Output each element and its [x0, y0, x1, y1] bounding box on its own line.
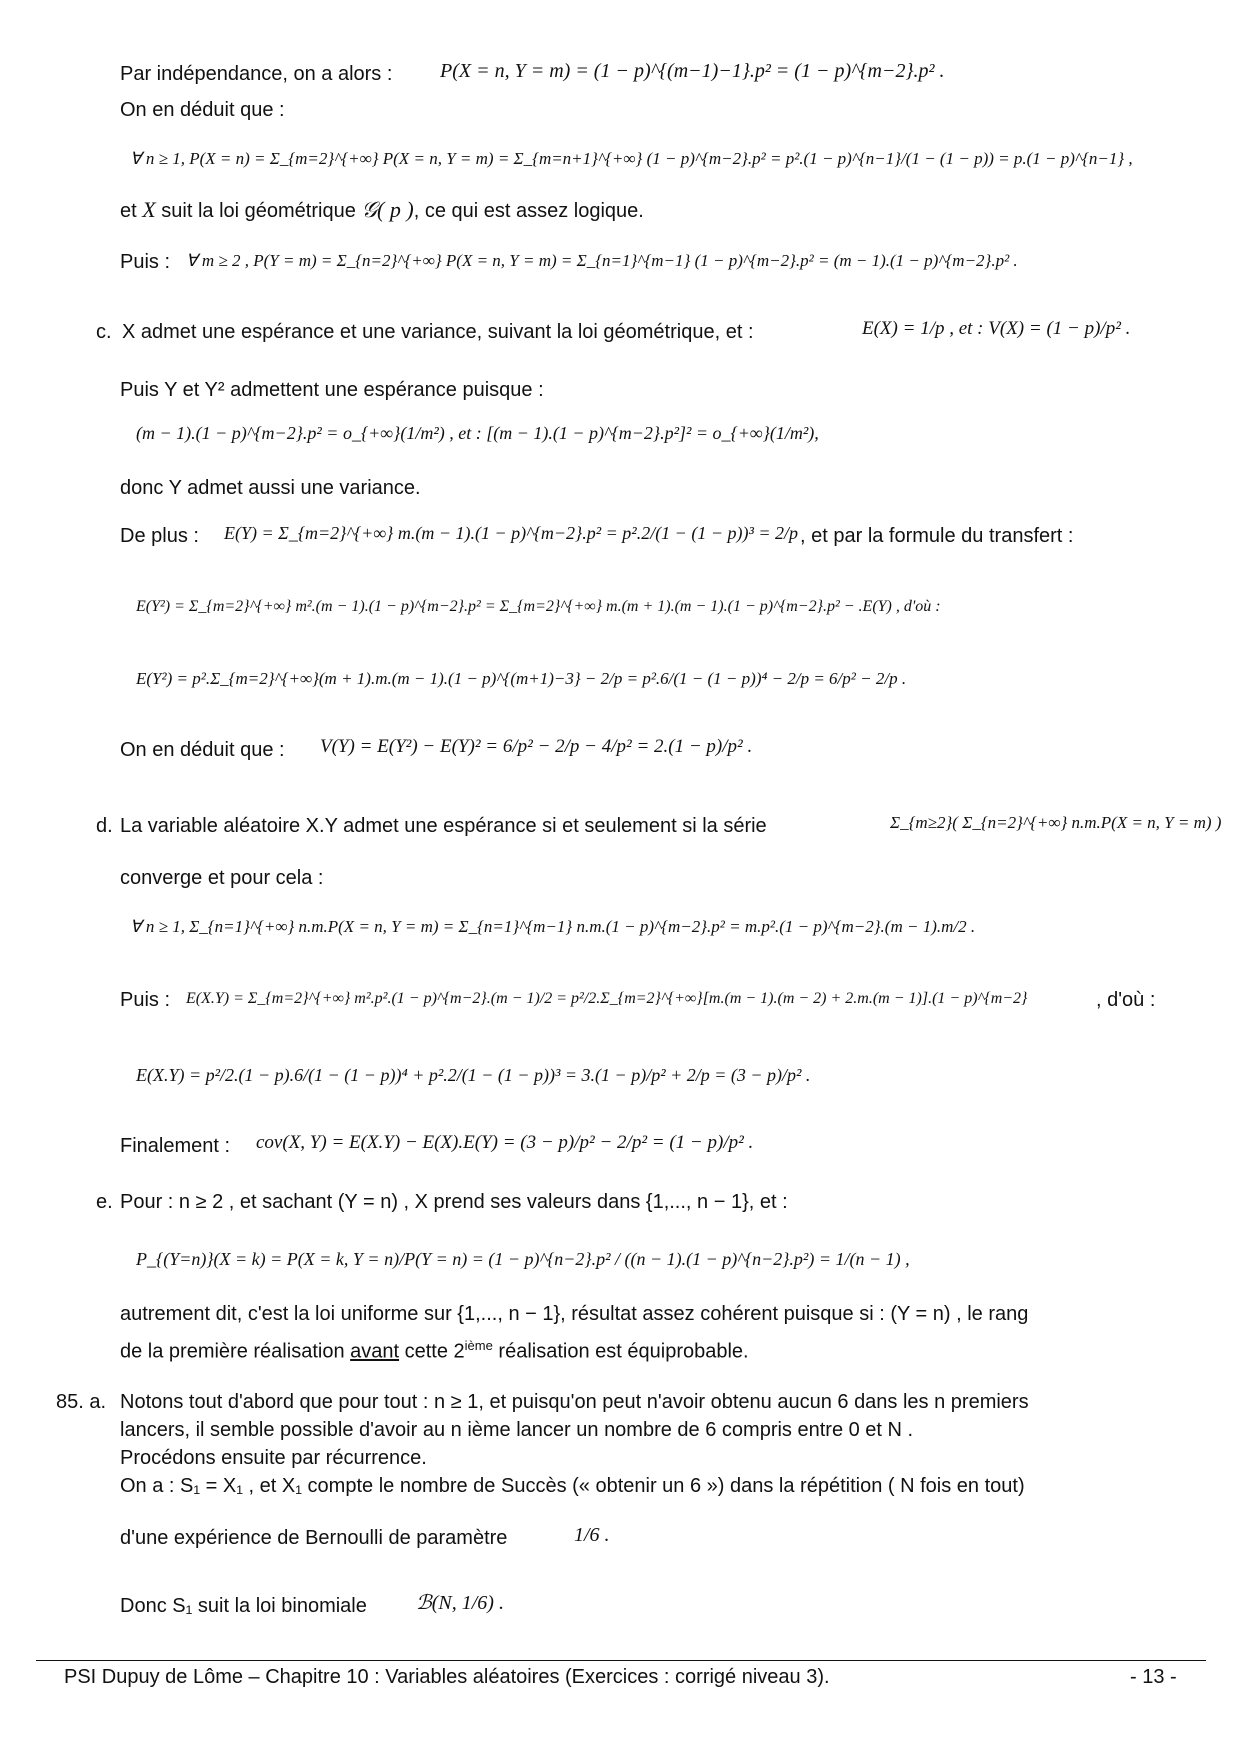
formula: 1/6 .: [574, 1524, 610, 1546]
text-fragment: , ce qui est assez logique.: [413, 200, 644, 222]
text-fragment: de la première réalisation: [120, 1340, 345, 1363]
text-line: Puis :: [120, 989, 171, 1011]
text-line: , d'où :: [1096, 989, 1156, 1011]
text-line: autrement dit, c'est la loi uniforme sur {1,..., n − 1}, résultat assez cohérent puisque si : (Y = n) , le rang: [120, 1303, 1029, 1325]
text-fragment: et: [120, 200, 137, 222]
formula: ∀ n ≥ 1, Σ_{n=1}^{+∞} n.m.P(X = n, Y = m) = Σ_{n=1}^{m−1} n.m.(1 − p)^{m−2}.p² = m.p².(1 − p)^{m−2}.(m − 1).m/2 .: [130, 917, 976, 936]
text-line: Par indépendance, on a alors :: [120, 63, 393, 85]
text-line: De plus :: [120, 525, 199, 547]
item-label: c.: [96, 321, 112, 343]
text-line: Puis Y et Y² admettent une espérance puisque :: [120, 379, 544, 401]
text-fragment: cette 2: [404, 1340, 465, 1363]
math-var: 𝒢( p ): [361, 197, 414, 222]
item-label: e.: [96, 1191, 113, 1213]
formula: V(Y) = E(Y²) − E(Y)² = 6/p² − 2/p − 4/p² = 2.(1 − p)/p² .: [320, 736, 753, 757]
formula: E(Y²) = p².Σ_{m=2}^{+∞}(m + 1).m.(m − 1).(1 − p)^{(m+1)−3} − 2/p = p².6/(1 − (1 − p))⁴ − 2/p = 6/p² − 2/p .: [136, 669, 907, 688]
page-number: - 13 -: [1130, 1666, 1177, 1688]
text-fragment: suit la loi géométrique: [161, 200, 356, 222]
text-line: On en déduit que :: [120, 99, 285, 121]
math-var: X: [142, 197, 156, 222]
formula: E(Y²) = Σ_{m=2}^{+∞} m².(m − 1).(1 − p)^{m−2}.p² = Σ_{m=2}^{+∞} m.(m + 1).(m − 1).(1 − p)^{m−2}.p² − .E(Y) , d'où :: [136, 598, 941, 615]
formula: E(Y) = Σ_{m=2}^{+∞} m.(m − 1).(1 − p)^{m−2}.p² = p².2/(1 − (1 − p))³ = 2/p: [224, 523, 799, 543]
text-line: donc Y admet aussi une variance.: [120, 477, 421, 499]
formula: E(X) = 1/p , et : V(X) = (1 − p)/p² .: [862, 318, 1131, 339]
text-line: Notons tout d'abord que pour tout : n ≥ 1, et puisqu'on peut n'avoir obtenu aucun 6 dans les n premiers: [120, 1391, 1029, 1413]
underlined-word: avant: [350, 1340, 400, 1363]
text-line: Finalement :: [120, 1135, 231, 1157]
exercise-label: 85. a.: [56, 1391, 107, 1413]
footer-divider: [36, 1660, 1206, 1661]
text-line: lancers, il semble possible d'avoir au n ième lancer un nombre de 6 compris entre 0 et N .: [120, 1419, 914, 1441]
formula: ∀ m ≥ 2 , P(Y = m) = Σ_{n=2}^{+∞} P(X = n, Y = m) = Σ_{n=1}^{m−1} (1 − p)^{m−2}.p² = (m − 1).(1 − p)^{m−2}.p² .: [186, 251, 1018, 270]
formula: P(X = n, Y = m) = (1 − p)^{(m−1)−1}.p² = (1 − p)^{m−2}.p² .: [440, 60, 945, 82]
formula: E(X.Y) = p²/2.(1 − p).6/(1 − (1 − p))⁴ + p².2/(1 − (1 − p))³ = 3.(1 − p)/p² + 2/p = (3 − p)/p² .: [136, 1065, 811, 1085]
formula: (m − 1).(1 − p)^{m−2}.p² = o_{+∞}(1/m²) , et : [(m − 1).(1 − p)^{m−2}.p²]² = o_{+∞}(1/m²),: [136, 423, 819, 443]
text-line: X admet une espérance et une variance, suivant la loi géométrique, et :: [122, 321, 754, 343]
text-line: converge et pour cela :: [120, 867, 324, 889]
text-line: [120, 198, 644, 223]
formula: ℬ(N, 1/6) .: [416, 1592, 504, 1614]
formula: Σ_{m≥2}( Σ_{n=2}^{+∞} n.m.P(X = n, Y = m) ): [890, 813, 1222, 832]
text-fragment: réalisation est équiprobable.: [498, 1340, 749, 1363]
text-line: [120, 1334, 749, 1364]
superscript: ième: [464, 1338, 493, 1353]
formula: P_{(Y=n)}(X = k) = P(X = k, Y = n)/P(Y = n) = (1 − p)^{n−2}.p² / ((n − 1).(1 − p)^{n−2}.p²) = 1/(n − 1) ,: [136, 1249, 910, 1269]
text-line: Donc S₁ suit la loi binomiale: [120, 1595, 367, 1617]
text-line: , et par la formule du transfert :: [800, 525, 1074, 547]
text-line: Procédons ensuite par récurrence.: [120, 1447, 427, 1469]
text-line: La variable aléatoire X.Y admet une espérance si et seulement si la série: [120, 815, 767, 837]
text-line: On a : S₁ = X₁ , et X₁ compte le nombre de Succès (« obtenir un 6 ») dans la répétition ( N fois en tout): [120, 1475, 1025, 1497]
text-line: On en déduit que :: [120, 739, 285, 761]
formula: E(X.Y) = Σ_{m=2}^{+∞} m².p².(1 − p)^{m−2}.(m − 1)/2 = p²/2.Σ_{m=2}^{+∞}[m.(m − 1).(m − 2) + 2.m.(m − 1)].(1 − p)^{m−2}: [186, 990, 1028, 1007]
text-line: Pour : n ≥ 2 , et sachant (Y = n) , X prend ses valeurs dans {1,..., n − 1}, et :: [120, 1191, 788, 1213]
formula: ∀ n ≥ 1, P(X = n) = Σ_{m=2}^{+∞} P(X = n, Y = m) = Σ_{m=n+1}^{+∞} (1 − p)^{m−2}.p² = p².(1 − p)^{n−1}/(1 − (1 − p)) = p.(1 − p)^{n−1} ,: [130, 149, 1133, 168]
item-label: d.: [96, 815, 113, 837]
footer-title: PSI Dupuy de Lôme – Chapitre 10 : Variables aléatoires (Exercices : corrigé niveau 3).: [64, 1666, 830, 1688]
formula: cov(X, Y) = E(X.Y) − E(X).E(Y) = (3 − p)/p² − 2/p² = (1 − p)/p² .: [256, 1132, 754, 1153]
text-line: Puis :: [120, 251, 171, 273]
text-line: d'une expérience de Bernoulli de paramètre: [120, 1527, 508, 1549]
